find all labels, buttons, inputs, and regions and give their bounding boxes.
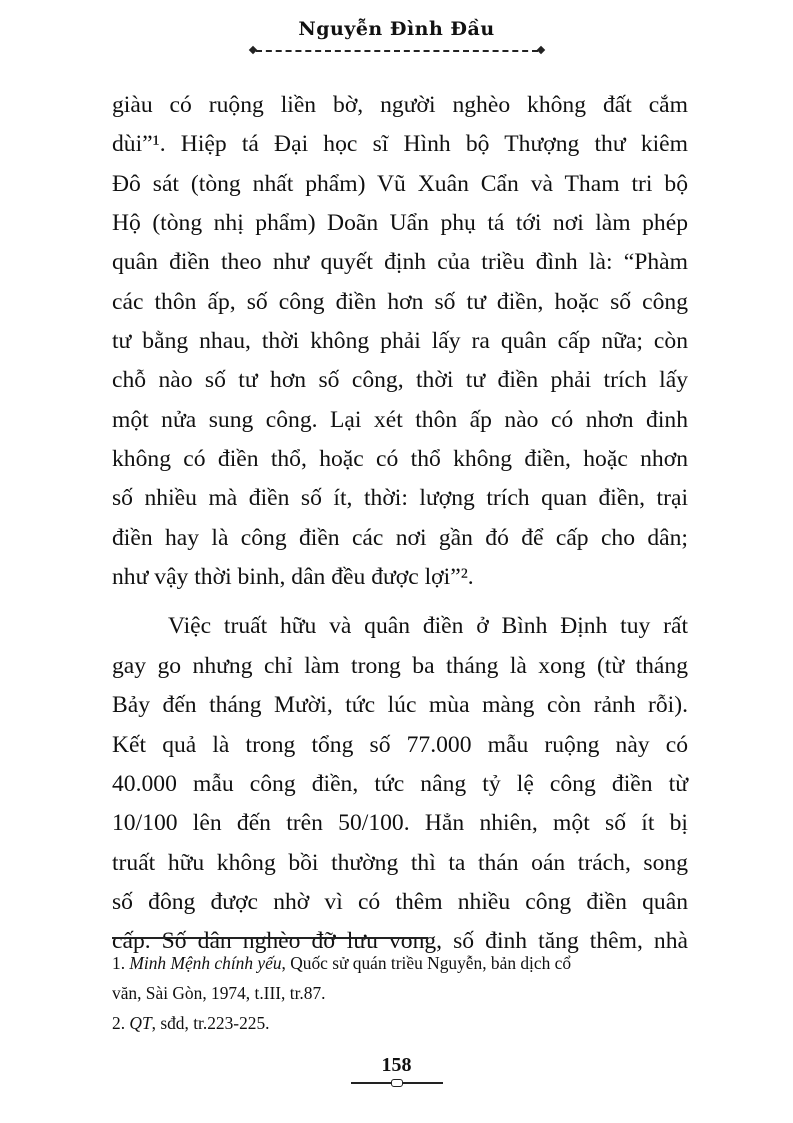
header-dashed-rule	[250, 46, 544, 56]
text-line: điền hay là công điền các nơi gần đó để cấp cho dân;	[112, 524, 688, 551]
ornament-icon	[391, 1079, 403, 1087]
text-line: chỗ nào số tư hơn số công, thời tư điền phải trích lấy	[112, 367, 688, 394]
text-line: tư bằng nhau, thời không phải lấy ra quân cấp nữa; còn	[112, 328, 688, 355]
footnote-title: Minh Mệnh chính yếu	[129, 953, 282, 973]
footnote-text: , sđd, tr.223-225.	[151, 1013, 270, 1033]
page-number: 158	[381, 1054, 412, 1076]
footnote-2	[112, 1008, 692, 1038]
text-line: Hộ (tòng nhị phẩm) Doãn Uẩn phụ tá tới nơi làm phép	[112, 210, 688, 237]
page-footer	[0, 1054, 793, 1087]
header-author: Nguyễn Đình Đầu	[298, 18, 495, 40]
ornament-rule	[351, 1079, 443, 1087]
text-line: 40.000 mẫu công điền, tức nâng tỷ lệ công điền từ	[112, 770, 688, 797]
footnote-text: , Quốc sử quán triều Nguyễn, bản dịch cổ	[281, 953, 572, 973]
diamond-icon	[536, 46, 544, 54]
text-line: không có điền thổ, hoặc có thổ không điền, hoặc nhơn	[112, 446, 688, 473]
footnote-number: 1.	[112, 953, 126, 973]
footnotes	[112, 948, 692, 1038]
text-line: dùi”¹. Hiệp tá Đại học sĩ Hình bộ Thượng thư kiêm	[112, 131, 688, 158]
text-line: 10/100 lên đến trên 50/100. Hẳn nhiên, một số ít bị	[112, 810, 688, 837]
text-line: truất hữu không bồi thường thì ta thán oán trách, song	[112, 849, 688, 876]
text-line: số nhiều mà điền số ít, thời: lượng trích quan điền, trại	[112, 485, 688, 512]
text-line: Việc truất hữu và quân điền ở Bình Định tuy rất	[168, 613, 688, 640]
text-line: giàu có ruộng liền bờ, người nghèo không đất cắm	[112, 92, 688, 118]
footnote-1	[112, 948, 692, 978]
text-line: Kết quả là trong tổng số 77.000 mẫu ruộng này có	[112, 731, 688, 758]
text-line: như vậy thời binh, dân đều được lợi”².	[112, 564, 474, 591]
text-line: Bảy đến tháng Mười, tức lúc mùa màng còn rảnh rỗi).	[112, 692, 688, 719]
text-line: gay go nhưng chỉ làm trong ba tháng là xong (từ tháng	[112, 652, 688, 679]
footnote-rule	[112, 937, 428, 939]
text-line: số đông được nhờ vì có thêm nhiều công điền quân	[112, 888, 688, 915]
paragraph-2	[112, 607, 688, 961]
body-text	[112, 86, 688, 962]
footnote-1-continuation: văn, Sài Gòn, 1974, t.III, tr.87.	[112, 983, 326, 1003]
footnote-title: QT	[129, 1013, 152, 1033]
footnote-number: 2.	[112, 1013, 126, 1033]
text-line: quân điền theo như quyết định của triều đình là: “Phàm	[112, 249, 688, 276]
text-line: Đô sát (tòng nhất phẩm) Vũ Xuân Cẩn và Tham tri bộ	[112, 170, 688, 197]
text-line: một nửa sung công. Lại xét thôn ấp nào có nhơn đinh	[112, 406, 688, 433]
running-header	[0, 18, 793, 56]
text-line: các thôn ấp, số công điền hơn số tư điền, hoặc số công	[112, 288, 688, 315]
text-line: cấp. Số dân nghèo đỡ lưu vong, số đinh tăng thêm, nhà	[112, 928, 688, 955]
paragraph-1	[112, 86, 688, 597]
